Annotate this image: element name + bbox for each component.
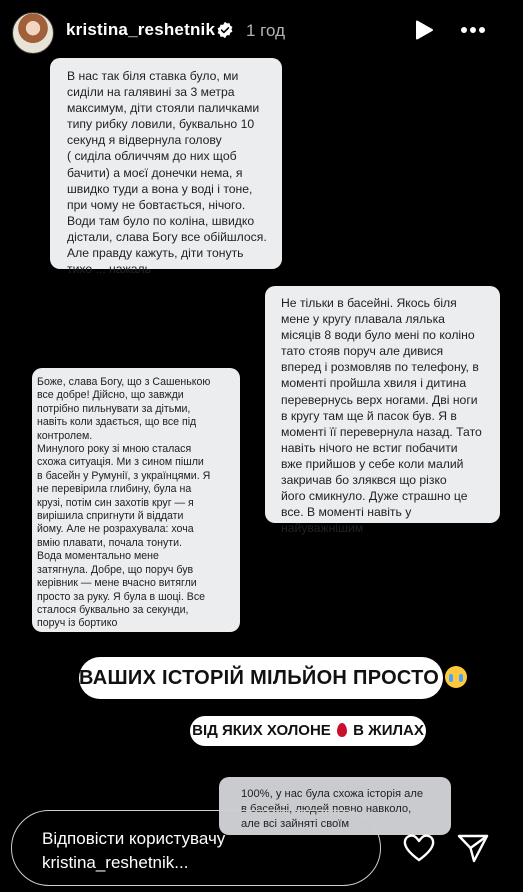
send-icon[interactable] — [456, 832, 490, 864]
more-icon[interactable] — [458, 18, 488, 42]
play-icon[interactable] — [412, 18, 436, 42]
message-text: Боже, слава Богу, що з Сашенькою все добре! Дійсно, що завжди потрібно пильнувати за дітьми, навіть коли здається, що все під контролем. Минулого року зі мною сталася схожа ситуація. Ми з сином пішли в басейн у Румунії, з українцями. Я не перевірила глибину, була на крузі, потім син захотів круг — я вирішила спригнути й віддати йому. Але не розрахувала: хоча вмію плавати, почала тонути. Вода моментально мене затягнула. Добре, що поруч був керівник — мене вчасно витягли просто за руку. Я була в шоці. Все сталося буквально за секунди, поруч із бортико — [37, 376, 211, 630]
crying-face-emoji-icon — [445, 666, 467, 688]
reply-placeholder: Відповісти користувачу kristina_reshetnik... — [42, 829, 226, 872]
avatar[interactable] — [12, 12, 54, 54]
sticker-text: ВАШИХ ІСТОРІЙ МІЛЬЙОН ПРОСТО — [79, 667, 440, 689]
message-bubble — [50, 58, 282, 277]
sticker-text: В ЖИЛАХ — [353, 722, 424, 739]
reply-input[interactable] — [11, 810, 381, 886]
message-text: Не тільки в басейні. Якось біля мене у кругу плавала лялька місяців 8 води було мені по коліно тато стояв поруч але дивися вперед і розмовляв по телефону, в моменті пройшла хвиля і дитина перевернусь верх ногами. Дві ноги в кругу там ще й пасок був. Я в моменті її перевернула назад. Тато навіть нічого не встиг побачити вже прийшов у себе коли малий закричав бо зляквся що різко його смикнуло. Дуже страшно це все. В моменті навіть у найуважнішим — [281, 296, 482, 536]
message-text: 100%, у нас була схожа історія але в басейні, людей повно навколо, але всі зайняті своїм — [241, 788, 424, 830]
text-sticker — [79, 657, 443, 699]
message-bubble — [265, 286, 500, 536]
story-header — [0, 0, 523, 64]
text-sticker — [190, 716, 426, 746]
blood-drop-emoji-icon — [337, 723, 347, 737]
verified-badge-icon — [216, 21, 234, 39]
username[interactable]: kristina_reshetnik — [66, 20, 216, 39]
heart-icon[interactable] — [402, 832, 436, 864]
sticker-text: ВІД ЯКИХ ХОЛОНЕ — [192, 722, 331, 739]
post-time: 1 год — [246, 21, 286, 40]
message-text: В нас так біля ставка було, ми сиділи на галявині за 3 метра максимум, діти стояли паличками типу рибку ловили, буквально 10 секунд я відвернула голову ( сиділа обличчям до них щоб бачити) а моєї донечки нема, я швидко туди а вона у воді і тоне, при чому не бовтається, нічого. Води там було по коліна, швидко дістали, слава Богу все обійшлося. Але правду кажуть, діти тонуть тихо ... нажаль — [67, 69, 267, 277]
message-bubble — [32, 368, 240, 632]
